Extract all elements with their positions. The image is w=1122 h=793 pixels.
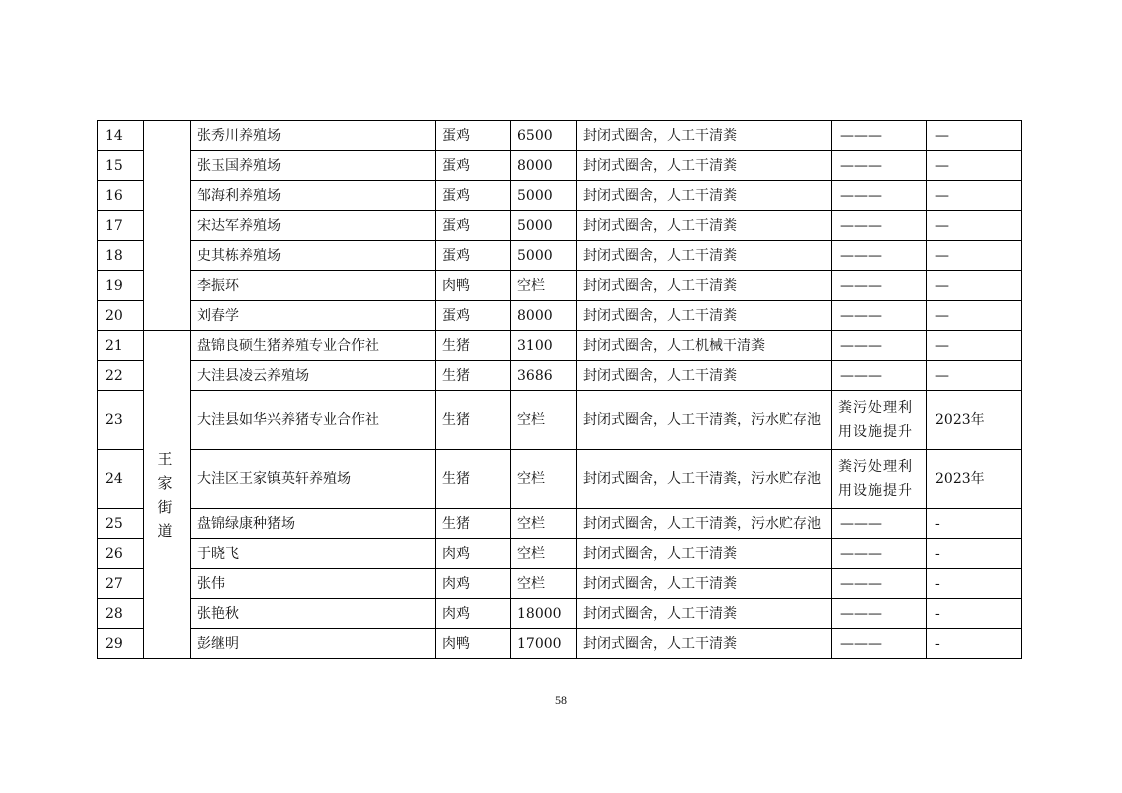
- completion-year-cell: —: [927, 331, 1022, 361]
- row-number-cell: 17: [98, 211, 144, 241]
- improvement-measure-cell: ———: [832, 151, 927, 181]
- livestock-type-cell: 蛋鸡: [436, 151, 511, 181]
- completion-year-cell: -: [927, 539, 1022, 569]
- table-row: [98, 181, 1022, 211]
- table-row: [98, 539, 1022, 569]
- table-row: [98, 241, 1022, 271]
- region-cell: [144, 331, 191, 659]
- stock-count-cell: 3100: [511, 331, 577, 361]
- completion-year-cell: 2023年: [927, 450, 1022, 509]
- stock-count-cell: 18000: [511, 599, 577, 629]
- manure-method-cell: 封闭式圈舍，人工干清粪，污水贮存池: [577, 450, 832, 509]
- farm-name-cell: 张艳秋: [191, 599, 436, 629]
- stock-count-cell: 5000: [511, 211, 577, 241]
- row-number-cell: 23: [98, 391, 144, 450]
- completion-year-cell: 2023年: [927, 391, 1022, 450]
- manure-method-cell: 封闭式圈舍，人工干清粪: [577, 599, 832, 629]
- completion-year-cell: -: [927, 569, 1022, 599]
- stock-count-cell: 6500: [511, 121, 577, 151]
- farm-name-cell: 盘锦绿康种猪场: [191, 509, 436, 539]
- completion-year-cell: -: [927, 629, 1022, 659]
- manure-method-cell: 封闭式圈舍，人工干清粪: [577, 361, 832, 391]
- farm-name-cell: 张伟: [191, 569, 436, 599]
- table-row: [98, 450, 1022, 509]
- completion-year-cell: —: [927, 241, 1022, 271]
- livestock-type-cell: 蛋鸡: [436, 121, 511, 151]
- completion-year-cell: —: [927, 211, 1022, 241]
- improvement-measure-cell: ———: [832, 301, 927, 331]
- row-number-cell: 14: [98, 121, 144, 151]
- improvement-measure-cell: ———: [832, 241, 927, 271]
- region-label: 王家街道: [157, 449, 177, 540]
- page-number: 58: [555, 693, 567, 707]
- row-number-cell: 21: [98, 331, 144, 361]
- livestock-type-cell: 生猪: [436, 450, 511, 509]
- livestock-type-cell: 蛋鸡: [436, 301, 511, 331]
- improvement-measure-cell: ———: [832, 361, 927, 391]
- table-row: [98, 271, 1022, 301]
- manure-method-cell: 封闭式圈舍，人工干清粪: [577, 121, 832, 151]
- stock-count-cell: 空栏: [511, 569, 577, 599]
- manure-method-cell: 封闭式圈舍，人工干清粪，污水贮存池: [577, 391, 832, 450]
- livestock-type-cell: 肉鸭: [436, 629, 511, 659]
- manure-method-cell: 封闭式圈舍，人工干清粪: [577, 629, 832, 659]
- improvement-measure-cell: ———: [832, 599, 927, 629]
- table-row: [98, 331, 1022, 361]
- livestock-type-cell: 生猪: [436, 331, 511, 361]
- table-row: [98, 121, 1022, 151]
- completion-year-cell: —: [927, 121, 1022, 151]
- manure-method-cell: 封闭式圈舍，人工干清粪: [577, 241, 832, 271]
- manure-method-cell: 封闭式圈舍，人工干清粪: [577, 539, 832, 569]
- row-number-cell: 25: [98, 509, 144, 539]
- farm-name-cell: 大洼县如华兴养猪专业合作社: [191, 391, 436, 450]
- improvement-measure-cell: 粪污处理利用设施提升: [832, 391, 927, 450]
- row-number-cell: 22: [98, 361, 144, 391]
- livestock-type-cell: 肉鸡: [436, 599, 511, 629]
- row-number-cell: 24: [98, 450, 144, 509]
- improvement-measure-cell: ———: [832, 271, 927, 301]
- farm-name-cell: 李振环: [191, 271, 436, 301]
- stock-count-cell: 8000: [511, 151, 577, 181]
- improvement-measure-cell: ———: [832, 181, 927, 211]
- table-row: [98, 599, 1022, 629]
- improvement-measure-cell: ———: [832, 509, 927, 539]
- improvement-measure-cell: ———: [832, 121, 927, 151]
- livestock-type-cell: 肉鸭: [436, 271, 511, 301]
- table-body: [98, 121, 1022, 659]
- stock-count-cell: 17000: [511, 629, 577, 659]
- farm-name-cell: 彭继明: [191, 629, 436, 659]
- manure-method-cell: 封闭式圈舍，人工干清粪，污水贮存池: [577, 509, 832, 539]
- row-number-cell: 29: [98, 629, 144, 659]
- farm-name-cell: 邹海利养殖场: [191, 181, 436, 211]
- farm-name-cell: 大洼区王家镇英轩养殖场: [191, 450, 436, 509]
- table-row: [98, 361, 1022, 391]
- region-cell: [144, 121, 191, 331]
- completion-year-cell: -: [927, 599, 1022, 629]
- table-row: [98, 569, 1022, 599]
- row-number-cell: 18: [98, 241, 144, 271]
- stock-count-cell: 空栏: [511, 509, 577, 539]
- completion-year-cell: —: [927, 301, 1022, 331]
- row-number-cell: 26: [98, 539, 144, 569]
- manure-method-cell: 封闭式圈舍，人工干清粪: [577, 271, 832, 301]
- stock-count-cell: 空栏: [511, 391, 577, 450]
- row-number-cell: 28: [98, 599, 144, 629]
- table-row: [98, 151, 1022, 181]
- livestock-type-cell: 生猪: [436, 391, 511, 450]
- completion-year-cell: —: [927, 181, 1022, 211]
- table-row: [98, 391, 1022, 450]
- stock-count-cell: 8000: [511, 301, 577, 331]
- table-row: [98, 629, 1022, 659]
- stock-count-cell: 空栏: [511, 450, 577, 509]
- completion-year-cell: -: [927, 509, 1022, 539]
- table-row: [98, 509, 1022, 539]
- improvement-measure-cell: ———: [832, 569, 927, 599]
- improvement-measure-cell: ———: [832, 331, 927, 361]
- completion-year-cell: —: [927, 151, 1022, 181]
- farm-name-cell: 于晓飞: [191, 539, 436, 569]
- row-number-cell: 16: [98, 181, 144, 211]
- improvement-measure-cell: ———: [832, 211, 927, 241]
- row-number-cell: 27: [98, 569, 144, 599]
- completion-year-cell: —: [927, 361, 1022, 391]
- livestock-type-cell: 肉鸡: [436, 569, 511, 599]
- improvement-measure-cell: ———: [832, 629, 927, 659]
- manure-method-cell: 封闭式圈舍，人工干清粪: [577, 211, 832, 241]
- farm-name-cell: 张秀川养殖场: [191, 121, 436, 151]
- livestock-type-cell: 生猪: [436, 361, 511, 391]
- improvement-measure-cell: 粪污处理利用设施提升: [832, 450, 927, 509]
- livestock-type-cell: 蛋鸡: [436, 181, 511, 211]
- livestock-type-cell: 蛋鸡: [436, 241, 511, 271]
- stock-count-cell: 5000: [511, 181, 577, 211]
- farm-name-cell: 张玉国养殖场: [191, 151, 436, 181]
- improvement-measure-cell: ———: [832, 539, 927, 569]
- stock-count-cell: 5000: [511, 241, 577, 271]
- farm-table: [97, 120, 1022, 659]
- table-row: [98, 211, 1022, 241]
- row-number-cell: 20: [98, 301, 144, 331]
- stock-count-cell: 空栏: [511, 539, 577, 569]
- livestock-type-cell: 蛋鸡: [436, 211, 511, 241]
- manure-method-cell: 封闭式圈舍，人工机械干清粪: [577, 331, 832, 361]
- manure-method-cell: 封闭式圈舍，人工干清粪: [577, 181, 832, 211]
- farm-name-cell: 大洼县凌云养殖场: [191, 361, 436, 391]
- farm-name-cell: 宋达军养殖场: [191, 211, 436, 241]
- manure-method-cell: 封闭式圈舍，人工干清粪: [577, 301, 832, 331]
- stock-count-cell: 3686: [511, 361, 577, 391]
- farm-name-cell: 盘锦良硕生猪养殖专业合作社: [191, 331, 436, 361]
- livestock-type-cell: 肉鸡: [436, 539, 511, 569]
- farm-name-cell: 刘春学: [191, 301, 436, 331]
- manure-method-cell: 封闭式圈舍，人工干清粪: [577, 569, 832, 599]
- manure-method-cell: 封闭式圈舍，人工干清粪: [577, 151, 832, 181]
- livestock-type-cell: 生猪: [436, 509, 511, 539]
- row-number-cell: 19: [98, 271, 144, 301]
- farm-name-cell: 史其栋养殖场: [191, 241, 436, 271]
- table-row: [98, 301, 1022, 331]
- row-number-cell: 15: [98, 151, 144, 181]
- completion-year-cell: —: [927, 271, 1022, 301]
- stock-count-cell: 空栏: [511, 271, 577, 301]
